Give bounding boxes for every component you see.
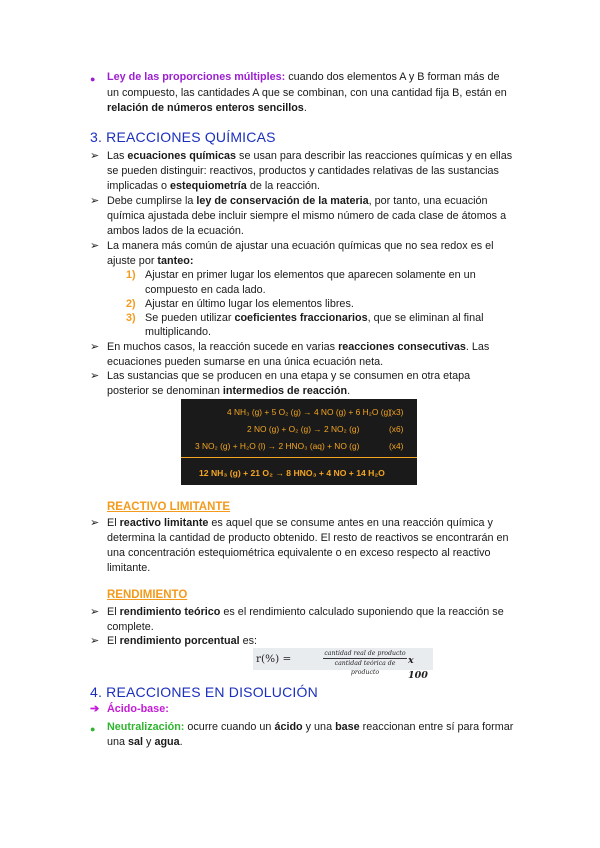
equation-separator (181, 457, 417, 458)
arrow-bullet: ➢ (90, 195, 100, 207)
chemical-equations-line-2: se pueden distinguir: reactivos, productos y cantidades relativas de las sustancias (107, 165, 499, 177)
formula-numerator: cantidad real de producto (324, 650, 406, 657)
balancing-line-1: La manera más común de ajustar una ecuación químicas que no sea redox es el (107, 240, 494, 252)
step-number: 1) (126, 269, 136, 281)
chemical-equations-line-1: Las ecuaciones químicas se usan para describir las reacciones químicas y en ellas (107, 150, 513, 162)
multiple-proportions-line-1: Ley de las proporciones múltiples: cuando dos elementos A y B forman más de (107, 71, 500, 83)
percent-yield-line: El rendimiento porcentual es: (107, 635, 257, 647)
formula-fraction (320, 649, 410, 677)
section-4-heading: 4. REACCIONES EN DISOLUCIÓN (90, 684, 318, 700)
bullet-dot: ● (90, 724, 96, 734)
consecutive-line-1: En muchos casos, la reacción sucede en varias reacciones consecutivas. Las (107, 341, 490, 353)
limiting-line-1: El reactivo limitante es aquel que se consume antes en una reacción química y (107, 517, 493, 529)
arrow-bullet: ➢ (90, 606, 100, 618)
arrow-bullet: ➢ (90, 517, 100, 529)
limiting-line-3: una concentración estequiométrica equivalente o en exceso respecto al reactivo (107, 547, 491, 559)
equation-1-multiplier: (x3) (389, 407, 404, 417)
step-2-line-1: Ajustar en último lugar los elementos libres. (145, 298, 354, 310)
theoretical-yield-line-1: El rendimiento teórico es el rendimiento calculado suponiendo que la reacción se (107, 606, 504, 618)
conservation-line-2: química ajustada debe incluir siempre el mismo número de cada clase de átomos a (107, 210, 507, 222)
net-equation: 12 NH₃ (g) + 21 O₂ → 8 HNO₃ + 4 NO + 14 H₂O (199, 468, 385, 478)
bullet-dot: ● (90, 74, 96, 84)
formula-denominator: cantidad teórica de producto (334, 660, 396, 676)
theoretical-yield-line-2: complete. (107, 621, 154, 633)
chemical-equations-line-3: implicadas o estequiometría de la reacción. (107, 180, 321, 192)
formula-lhs: r(%) = (256, 653, 292, 665)
step-number: 2) (126, 298, 136, 310)
acid-base-subheading: Ácido-base: (107, 703, 169, 715)
equation-2: 2 NO (g) + O₂ (g) → 2 NO₂ (g) (247, 424, 360, 434)
neutralization-line-2: una sal y agua. (107, 736, 183, 748)
conservation-line-1: Debe cumplirse la ley de conservación de la materia, por tanto, una ecuación (107, 195, 488, 207)
limiting-reagent-heading: REACTIVO LIMITANTE (107, 501, 231, 513)
arrow-bullet: ➢ (90, 370, 100, 382)
step-1-line-2: compuesto en cada lado. (145, 284, 266, 296)
arrow-bullet: ➢ (90, 635, 100, 647)
arrow-bullet: ➢ (90, 240, 100, 252)
formula-rhs: x 100 (408, 655, 428, 681)
limiting-line-4: limitante. (107, 562, 151, 574)
equation-3-multiplier: (x4) (389, 441, 404, 451)
multiple-proportions-line-2: un compuesto, las cantidades A que se combinan, con una cantidad fija B, están en (107, 87, 507, 99)
arrow-right-icon: ➔ (90, 703, 100, 715)
intermediates-line-2: posterior se denominan intermedios de reacción. (107, 385, 351, 397)
equation-2-multiplier: (x6) (389, 424, 404, 434)
neutralization-line-1: Neutralización: ocurre cuando un ácido y una base reaccionan entre sí para formar (107, 721, 514, 733)
intermediates-line-1: Las sustancias que se producen en una etapa y se consumen en otra etapa (107, 370, 471, 382)
limiting-line-2: determina la cantidad de producto obtenido. El resto de reactivos se encontrarán en (107, 532, 509, 544)
percent-yield-formula (253, 648, 433, 681)
equation-1: 4 NH₃ (g) + 5 O₂ (g) → 4 NO (g) + 6 H₂O (g) (227, 407, 391, 417)
step-1-line-1: Ajustar en primer lugar los elementos que aparecen solamente en un (145, 269, 476, 281)
term-multiple-proportions: Ley de las proporciones múltiples: (107, 71, 286, 83)
balancing-line-2: ajuste por tanteo: (107, 255, 194, 267)
yield-heading: RENDIMIENTO (107, 589, 188, 601)
step-3-line-2: multiplicando. (145, 326, 212, 338)
arrow-bullet: ➢ (90, 150, 100, 162)
multiple-proportions-line-3: relación de números enteros sencillos. (107, 102, 307, 114)
arrow-bullet: ➢ (90, 341, 100, 353)
consecutive-line-2: ecuaciones pueden sumarse en una única ecuación neta. (107, 356, 384, 368)
step-number: 3) (126, 312, 136, 324)
step-3-line-1: Se pueden utilizar coeficientes fraccionarios, que se eliminan al final (145, 312, 484, 324)
conservation-line-3: ambos lados de la ecuación. (107, 225, 244, 237)
equation-3: 3 NO₂ (g) + H₂O (l) → 2 HNO₃ (aq) + NO (g) (195, 441, 360, 451)
section-3-heading: 3. REACCIONES QUÍMICAS (90, 129, 276, 145)
equations-box (181, 399, 417, 485)
